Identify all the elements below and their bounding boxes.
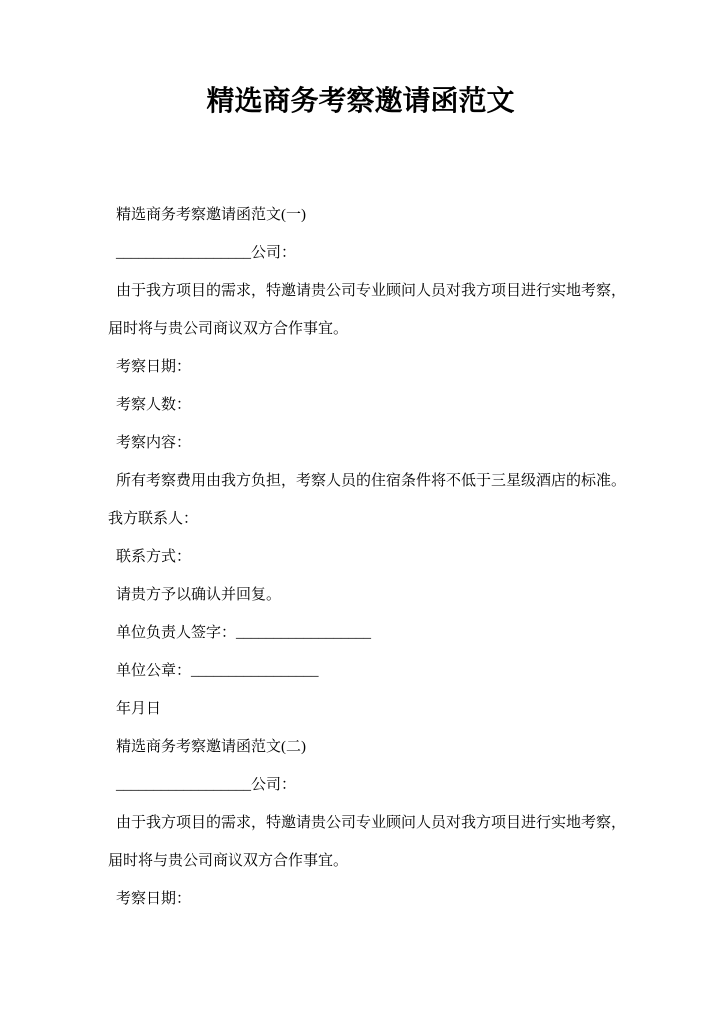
- line-sample2-company-blank: __________________公司：: [116, 777, 297, 793]
- document-body: [108, 196, 648, 918]
- line-sample2-heading: 精选商务考察邀请函范文(二): [116, 739, 306, 755]
- line-sample2-body-2: 届时将与贵公司商议双方合作事宜。: [108, 853, 349, 869]
- line-sample1-heading: 精选商务考察邀请函范文(一): [116, 207, 306, 223]
- document-title: 精选商务考察邀请函范文: [206, 86, 515, 117]
- line-sample1-seal-blank: 单位公章：_________________: [116, 663, 319, 679]
- line-sample1-expenses: 所有考察费用由我方负担，考察人员的住宿条件将不低于三星级酒店的标准。: [116, 473, 627, 489]
- line-sample1-signature-blank: 单位负责人签字：__________________: [116, 625, 372, 641]
- line-sample1-date-ymd: 年月日: [116, 701, 162, 717]
- line-sample1-inspection-content: 考察内容：: [116, 435, 192, 451]
- line-sample1-body-2: 届时将与贵公司商议双方合作事宜。: [108, 321, 349, 337]
- line-sample1-company-blank: __________________公司：: [116, 245, 297, 261]
- line-sample1-body-1: 由于我方项目的需求，特邀请贵公司专业顾问人员对我方项目进行实地考察，: [116, 283, 627, 299]
- line-sample1-inspection-date: 考察日期：: [116, 359, 192, 375]
- line-sample2-inspection-date: 考察日期：: [116, 891, 192, 907]
- line-sample1-confirm-reply: 请贵方予以确认并回复。: [116, 587, 282, 603]
- line-sample1-inspection-count: 考察人数：: [116, 397, 192, 413]
- line-sample2-body-1: 由于我方项目的需求，特邀请贵公司专业顾问人员对我方项目进行实地考察，: [116, 815, 627, 831]
- line-sample1-contact-person: 我方联系人：: [108, 511, 199, 527]
- line-sample1-contact-method: 联系方式：: [116, 549, 192, 565]
